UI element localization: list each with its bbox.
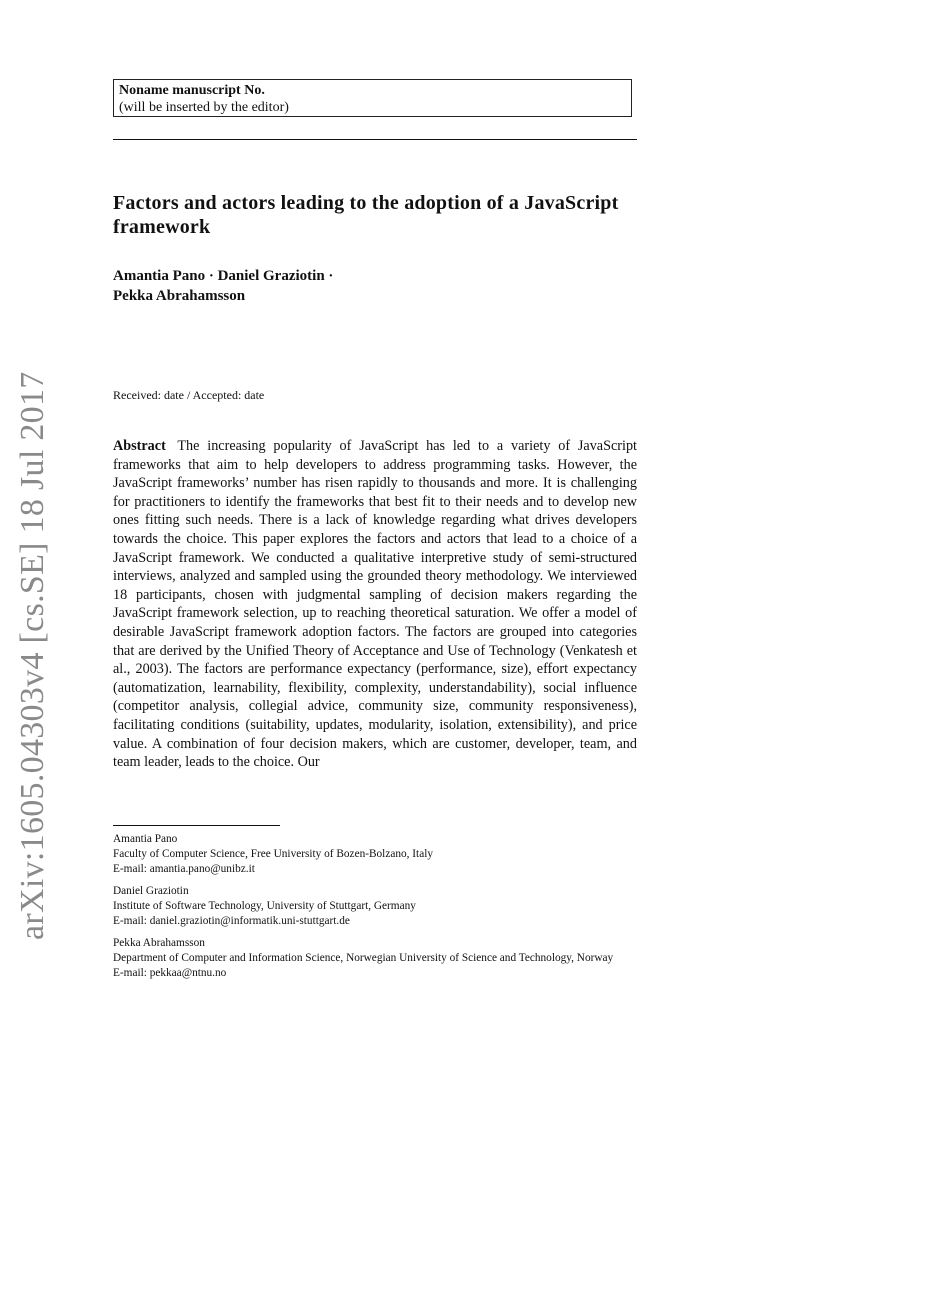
abstract-text: The increasing popularity of JavaScript has led to a variety of JavaScript frameworks that aim to help developers to address programming tasks. However, the JavaScript frameworks’ number has risen rapidly to thousands and more. It is challenging for practitioners to identify the frameworks that best fit to their needs and to develop new ones fitting such needs. There is a lack of knowledge regarding what drives developers towards the choice. This paper explores the factors and actors that lead to a choice of a JavaScript framework. We conducted a qualitative interpretive study of semi-structured interviews, analyzed and sampled using the grounded theory methodology. We interviewed 18 participants, chosen with judgmental sampling of decision makers regarding the JavaScript framework selection, up to reaching theoretical saturation. We offer a model of desirable JavaScript framework adoption factors. The factors are grouped into categories that are derived by the Unified Theory of Acceptance and Use of Technology (Venkatesh et al., 2003). The factors are performance expectancy (performance, size), effort expectancy (automatization, learnability, flexibility, complexity, understandability), social influence (competitor analysis, collegial advice, community size, community responsiveness), facilitating conditions (suitability, updates, modularity, isolation, extensibility), and price value. A combination of four decision makers, which are customer, developer, team, and team leader, leads to the choice. Our xyxy=(113,438,637,771)
affiliations xyxy=(113,832,637,988)
header-rule xyxy=(113,139,637,140)
affiliation-email: E-mail: daniel.graziotin@informatik.uni-stuttgart.de xyxy=(113,915,350,927)
manuscript-info-box xyxy=(113,79,632,117)
authors-line-2: Pekka Abrahamsson xyxy=(113,288,246,304)
author-list xyxy=(113,266,637,306)
arxiv-watermark: arXiv:1605.04303v4 [cs.SE] 18 Jul 2017 xyxy=(14,371,51,940)
footnote-rule xyxy=(113,825,280,826)
affiliation-institution: Institute of Software Technology, University of Stuttgart, Germany xyxy=(113,900,416,912)
abstract xyxy=(113,437,637,772)
affiliation-email: E-mail: pekkaa@ntnu.no xyxy=(113,967,227,979)
affiliation-name: Daniel Graziotin xyxy=(113,885,189,897)
affiliation-institution: Department of Computer and Information Science, Norwegian University of Science and Technology, Norway xyxy=(113,952,614,964)
affiliation-email: E-mail: amantia.pano@unibz.it xyxy=(113,863,255,875)
affiliation-institution: Faculty of Computer Science, Free University of Bozen-Bolzano, Italy xyxy=(113,848,433,860)
manuscript-title: Noname manuscript No. xyxy=(119,83,265,98)
manuscript-note: (will be inserted by the editor) xyxy=(119,100,289,115)
paper-title: Factors and actors leading to the adoption of a JavaScript framework xyxy=(113,192,619,238)
abstract-label: Abstract xyxy=(113,438,166,454)
affiliation-block xyxy=(113,832,637,877)
affiliation-block xyxy=(113,884,637,929)
affiliation-name: Amantia Pano xyxy=(113,833,178,845)
affiliation-block xyxy=(113,936,637,981)
authors-line-1: Amantia Pano · Daniel Graziotin · xyxy=(113,268,334,284)
affiliation-name: Pekka Abrahamsson xyxy=(113,937,205,949)
received-accepted-dates: Received: date / Accepted: date xyxy=(113,388,265,402)
